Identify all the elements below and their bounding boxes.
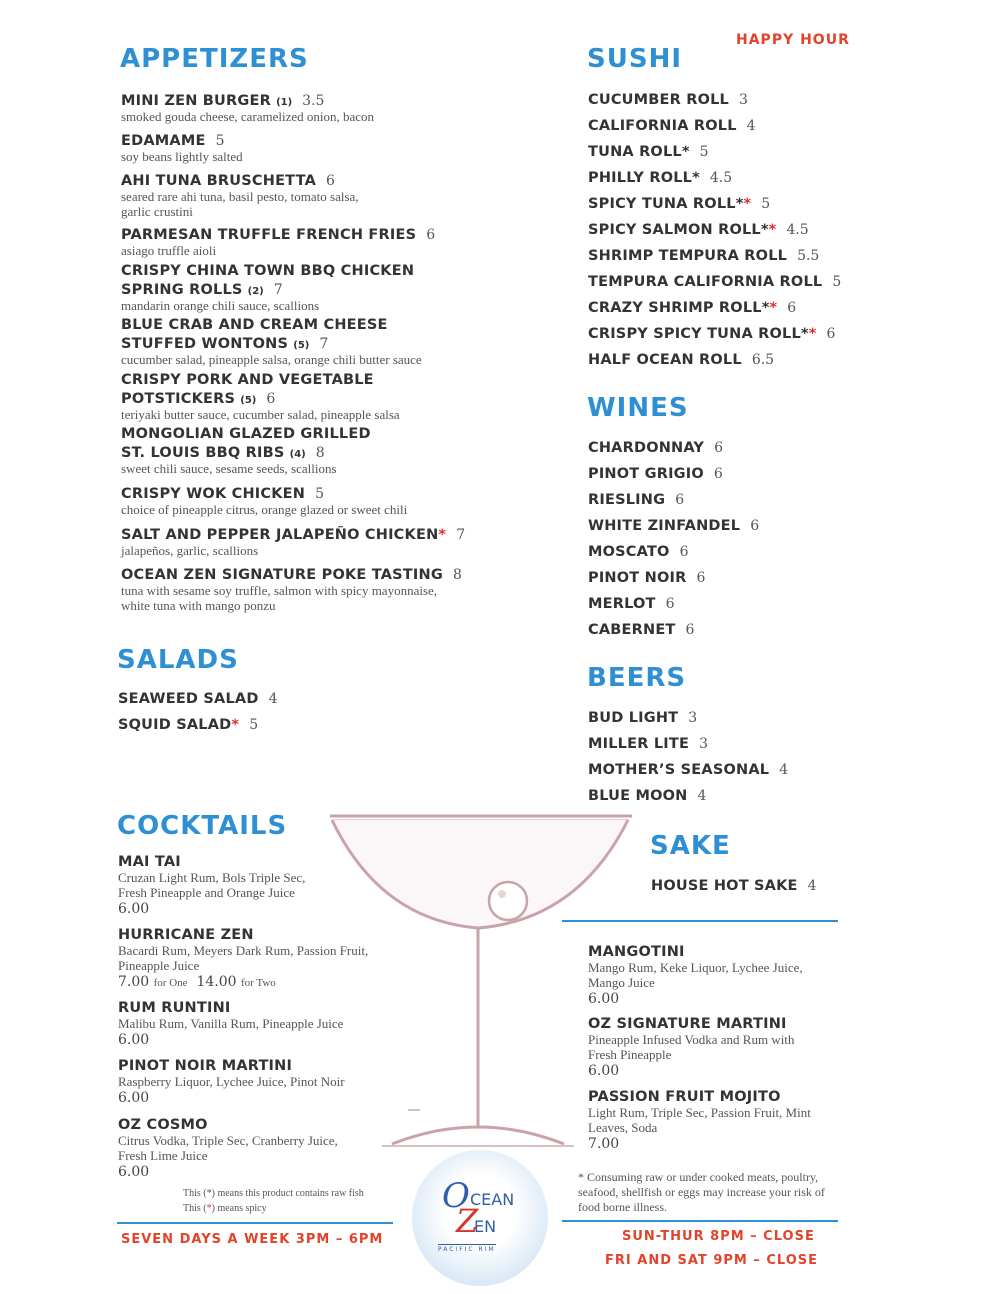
menu-item [588,619,694,638]
item-price: 4 [746,118,756,134]
menu-item [588,593,675,612]
divider [562,920,838,922]
item-desc: Leaves, Soda [588,1120,658,1135]
menu-item [121,170,359,219]
item-name: TUNA ROLL* [588,144,690,160]
item-name: AHI TUNA BRUSCHETTA [121,173,316,189]
logo-o: O [442,1176,470,1216]
cocktail-item [118,1000,343,1048]
item-price: 5 [699,144,709,160]
wines-heading: WINES [587,393,689,423]
item-desc: jalapeños, garlic, scallions [121,543,259,558]
item-desc: sweet chili sauce, sesame seeds, scallions [121,461,337,476]
item-name: OCEAN ZEN SIGNATURE POKE TASTING [121,567,443,583]
item-price: 6 [326,173,335,189]
item-price: 4.5 [786,222,809,238]
item-price: 7.00 [588,1136,620,1152]
item-desc: Malibu Rum, Vanilla Rum, Pineapple Juice [118,1016,344,1031]
item-name: MOSCATO [588,544,670,560]
menu-item [588,193,770,212]
spicy-mark: * [231,717,240,733]
item-name: CRAZY SHRIMP ROLL* [588,300,770,316]
item-price: 4 [779,762,789,778]
item-desc: garlic crustini [121,204,193,219]
item-desc: Cruzan Light Rum, Bols Triple Sec, [118,870,306,885]
item-price: 6.00 [588,1063,620,1079]
item-name: CUCUMBER ROLL [588,92,730,108]
divider [562,1220,838,1222]
menu-item [588,219,809,238]
item-price: 7 [273,282,283,298]
price-note: for Two [240,977,276,989]
food-safety-disclaimer: * Consuming raw or under cooked meats, poultry, seafood, shellfish or eggs may increase your risk of food borne illness. [578,1170,825,1214]
menu-item [588,707,697,726]
item-name: PASSION FRUIT MOJITO [588,1089,781,1105]
salads-heading: SALADS [117,645,239,675]
item-price: 6 [714,440,724,456]
menu-item [121,564,462,613]
item-name: BLUE CRAB AND CREAM CHEESE [121,317,388,333]
item-name: SPICY SALMON ROLL* [588,222,769,238]
item-name: MONGOLIAN GLAZED GRILLED [121,426,371,442]
happy-hour-days: SEVEN DAYS A WEEK 3PM – 6PM [121,1232,384,1247]
item-name: PARMESAN TRUFFLE FRENCH FRIES [121,227,417,243]
appetizers-heading: APPETIZERS [120,44,309,74]
item-name: OZ SIGNATURE MARTINI [588,1016,787,1032]
item-name: MANGOTINI [588,944,685,960]
item-price: 6.00 [118,1164,150,1180]
item-name: PINOT NOIR [588,570,687,586]
spicy-mark: * [743,196,752,212]
spicy-mark: * [808,326,817,342]
item-name: SEAWEED SALAD [118,691,259,707]
spicy-legend: This (*) means spicy [183,1203,267,1214]
item-name: BUD LIGHT [588,710,679,726]
raw-fish-legend: This (*) means this product contains raw fish [183,1188,364,1199]
item-price: 6 [713,466,723,482]
menu-item [588,567,705,586]
item-price: 6 [679,544,689,560]
item-name: CRISPY SPICY TUNA ROLL* [588,326,809,342]
item-price: 8 [315,445,325,461]
item-price: 6 [675,492,685,508]
item-name: SHRIMP TEMPURA ROLL [588,248,788,264]
item-name: OZ COSMO [118,1117,208,1133]
logo-tagline: PACIFIC RIM [438,1246,496,1253]
item-desc: Mango Juice [588,975,655,990]
item-name: WHITE ZINFANDEL [588,518,741,534]
item-name: HURRICANE ZEN [118,927,254,943]
menu-item [121,372,400,422]
menu-item [588,785,706,804]
cocktail-item [588,1016,794,1079]
logo-line1: CEAN [470,1190,515,1209]
menu-item [588,463,723,482]
item-desc: Raspberry Liquor, Lychee Juice, Pinot Noir [118,1074,345,1089]
item-desc: Fresh Lime Juice [118,1148,208,1163]
item-name: MOTHER’S SEASONAL [588,762,770,778]
item-price: 5 [761,196,771,212]
item-name: CHARDONNAY [588,440,705,456]
cocktail-item [118,1058,345,1106]
item-desc: smoked gouda cheese, caramelized onion, bacon [121,109,375,124]
item-price: 6 [426,227,436,243]
item-price: 6 [826,326,836,342]
item-desc: white tuna with mango ponzu [121,598,276,613]
item-name: MINI ZEN BURGER [121,93,271,109]
menu-item [588,759,788,778]
cocktail-item [588,944,803,1007]
cocktails-heading: COCKTAILS [117,811,288,841]
item-name: HALF OCEAN ROLL [588,352,742,368]
item-price: 5 [315,486,325,502]
item-name: RUM RUNTINI [118,1000,231,1016]
item-name: CALIFORNIA ROLL [588,118,737,134]
item-name: CABERNET [588,622,676,638]
item-name: MILLER LITE [588,736,690,752]
item-price: 7.00 [118,974,150,990]
menu-item [121,90,374,124]
menu-item [121,317,422,367]
menu-item [121,263,414,313]
item-name: BLUE MOON [588,788,688,804]
item-price: 6 [750,518,760,534]
item-name: EDAMAME [121,133,206,149]
item-name: ST. LOUIS BBQ RIBS [121,445,285,461]
item-name: MAI TAI [118,854,181,870]
item-price: 6 [266,391,276,407]
menu-item [118,688,278,707]
item-name: PHILLY ROLL* [588,170,700,186]
sushi-heading: SUSHI [587,44,682,74]
menu-item [651,875,817,894]
item-name: CRISPY CHINA TOWN BBQ CHICKEN [121,263,415,279]
menu-item [121,224,435,258]
beers-heading: BEERS [587,663,687,693]
item-desc: Citrus Vodka, Triple Sec, Cranberry Juice, [118,1133,338,1148]
menu-item [588,167,732,186]
menu-item [588,541,688,560]
cocktail-item [118,1117,338,1180]
item-desc: Bacardi Rum, Meyers Dark Rum, Passion Fruit, [118,943,369,958]
menu-item [121,524,465,558]
spicy-mark: * [769,300,778,316]
item-name: STUFFED WONTONS [121,336,289,352]
item-price: 4.5 [709,170,733,186]
menu-item [588,245,819,264]
cocktail-item [588,1089,811,1152]
item-price: 8 [452,567,462,583]
item-qty: (1) [276,97,293,108]
item-name: SQUID SALAD [118,717,232,733]
logo-line2: EN [474,1217,497,1236]
item-name: SPICY TUNA ROLL* [588,196,744,212]
item-price: 4 [268,691,278,707]
menu-item [588,141,709,160]
item-qty: (5) [293,340,310,351]
item-name: SPRING ROLLS [121,282,243,298]
item-qty: (4) [289,449,306,460]
menu-item [588,89,748,108]
menu-item [588,323,835,342]
menu-item [588,733,708,752]
happy-hour-label: HAPPY HOUR [736,32,850,48]
cocktail-item [118,927,368,990]
logo-z: Z [456,1202,479,1240]
item-name: CRISPY WOK CHICKEN [121,486,306,502]
menu-item [121,483,407,517]
item-desc: Mango Rum, Keke Liquor, Lychee Juice, [588,960,803,975]
ocean-zen-logo [412,1150,548,1286]
menu-item [588,349,774,368]
item-qty: (2) [247,286,264,297]
item-price: 5 [249,717,259,733]
item-price: 3.5 [302,93,325,109]
item-price: 14.00 [196,974,237,990]
menu-item [588,115,756,134]
item-desc: soy beans lightly salted [121,149,243,164]
item-desc: asiago truffle aioli [121,243,217,258]
item-price: 3 [688,710,698,726]
item-desc: Fresh Pineapple and Orange Juice [118,885,295,900]
item-price: 6.00 [118,901,150,917]
item-name: TEMPURA CALIFORNIA ROLL [588,274,823,290]
item-name: PINOT GRIGIO [588,466,704,482]
item-qty: (5) [240,395,257,406]
item-price: 6.00 [588,991,620,1007]
item-desc: Light Rum, Triple Sec, Passion Fruit, Mint [588,1105,811,1120]
spicy-mark: * [768,222,777,238]
item-price: 3 [739,92,748,108]
item-price: 6 [685,622,695,638]
item-price: 4 [697,788,707,804]
item-price: 4 [807,878,817,894]
item-name: RIESLING [588,492,666,508]
item-desc: seared rare ahi tuna, basil pesto, tomato salsa, [121,189,359,204]
sake-heading: SAKE [650,831,731,861]
divider [117,1222,393,1224]
menu-item [121,130,243,164]
item-price: 7 [319,336,329,352]
menu-item [588,271,841,290]
price-note: for One [153,977,188,989]
item-price: 7 [456,527,466,543]
item-price: 5.5 [797,248,820,264]
item-price: 6.5 [751,352,775,368]
menu-item [588,297,796,316]
item-price: 6.00 [118,1032,150,1048]
item-desc: Fresh Pineapple [588,1047,672,1062]
item-desc: Pineapple Juice [118,958,200,973]
item-price: 6 [696,570,706,586]
item-desc: Pineapple Infused Vodka and Rum with [588,1032,795,1047]
item-price: 3 [699,736,708,752]
item-desc: teriyaki butter sauce, cucumber salad, pineapple salsa [121,407,400,422]
item-desc: choice of pineapple citrus, orange glazed or sweet chili [121,502,408,517]
item-desc: mandarin orange chili sauce, scallions [121,298,320,313]
menu-item [118,714,258,733]
item-name: PINOT NOIR MARTINI [118,1058,293,1074]
item-price: 6 [787,300,797,316]
item-name: POTSTICKERS [121,391,236,407]
item-price: 6 [665,596,675,612]
item-name: CRISPY PORK AND VEGETABLE [121,372,374,388]
cocktail-item [118,854,305,917]
item-price: 5 [832,274,842,290]
item-desc: cucumber salad, pineapple salsa, orange chili butter sauce [121,352,422,367]
item-name: SALT AND PEPPER JALAPEÑO CHICKEN [121,527,439,543]
menu-item [588,489,684,508]
menu-item [588,515,759,534]
spicy-mark: * [438,527,447,543]
item-name: MERLOT [588,596,656,612]
item-price: 6.00 [118,1090,150,1106]
happy-hour-late-weekend: FRI AND SAT 9PM – CLOSE [605,1253,819,1268]
item-price: 5 [215,133,225,149]
item-desc: tuna with sesame soy truffle, salmon with spicy mayonnaise, [121,583,438,598]
happy-hour-late-weekday: SUN-THUR 8PM – CLOSE [622,1229,815,1244]
menu-item [121,426,371,476]
menu-item [588,437,723,456]
item-name: HOUSE HOT SAKE [651,878,798,894]
